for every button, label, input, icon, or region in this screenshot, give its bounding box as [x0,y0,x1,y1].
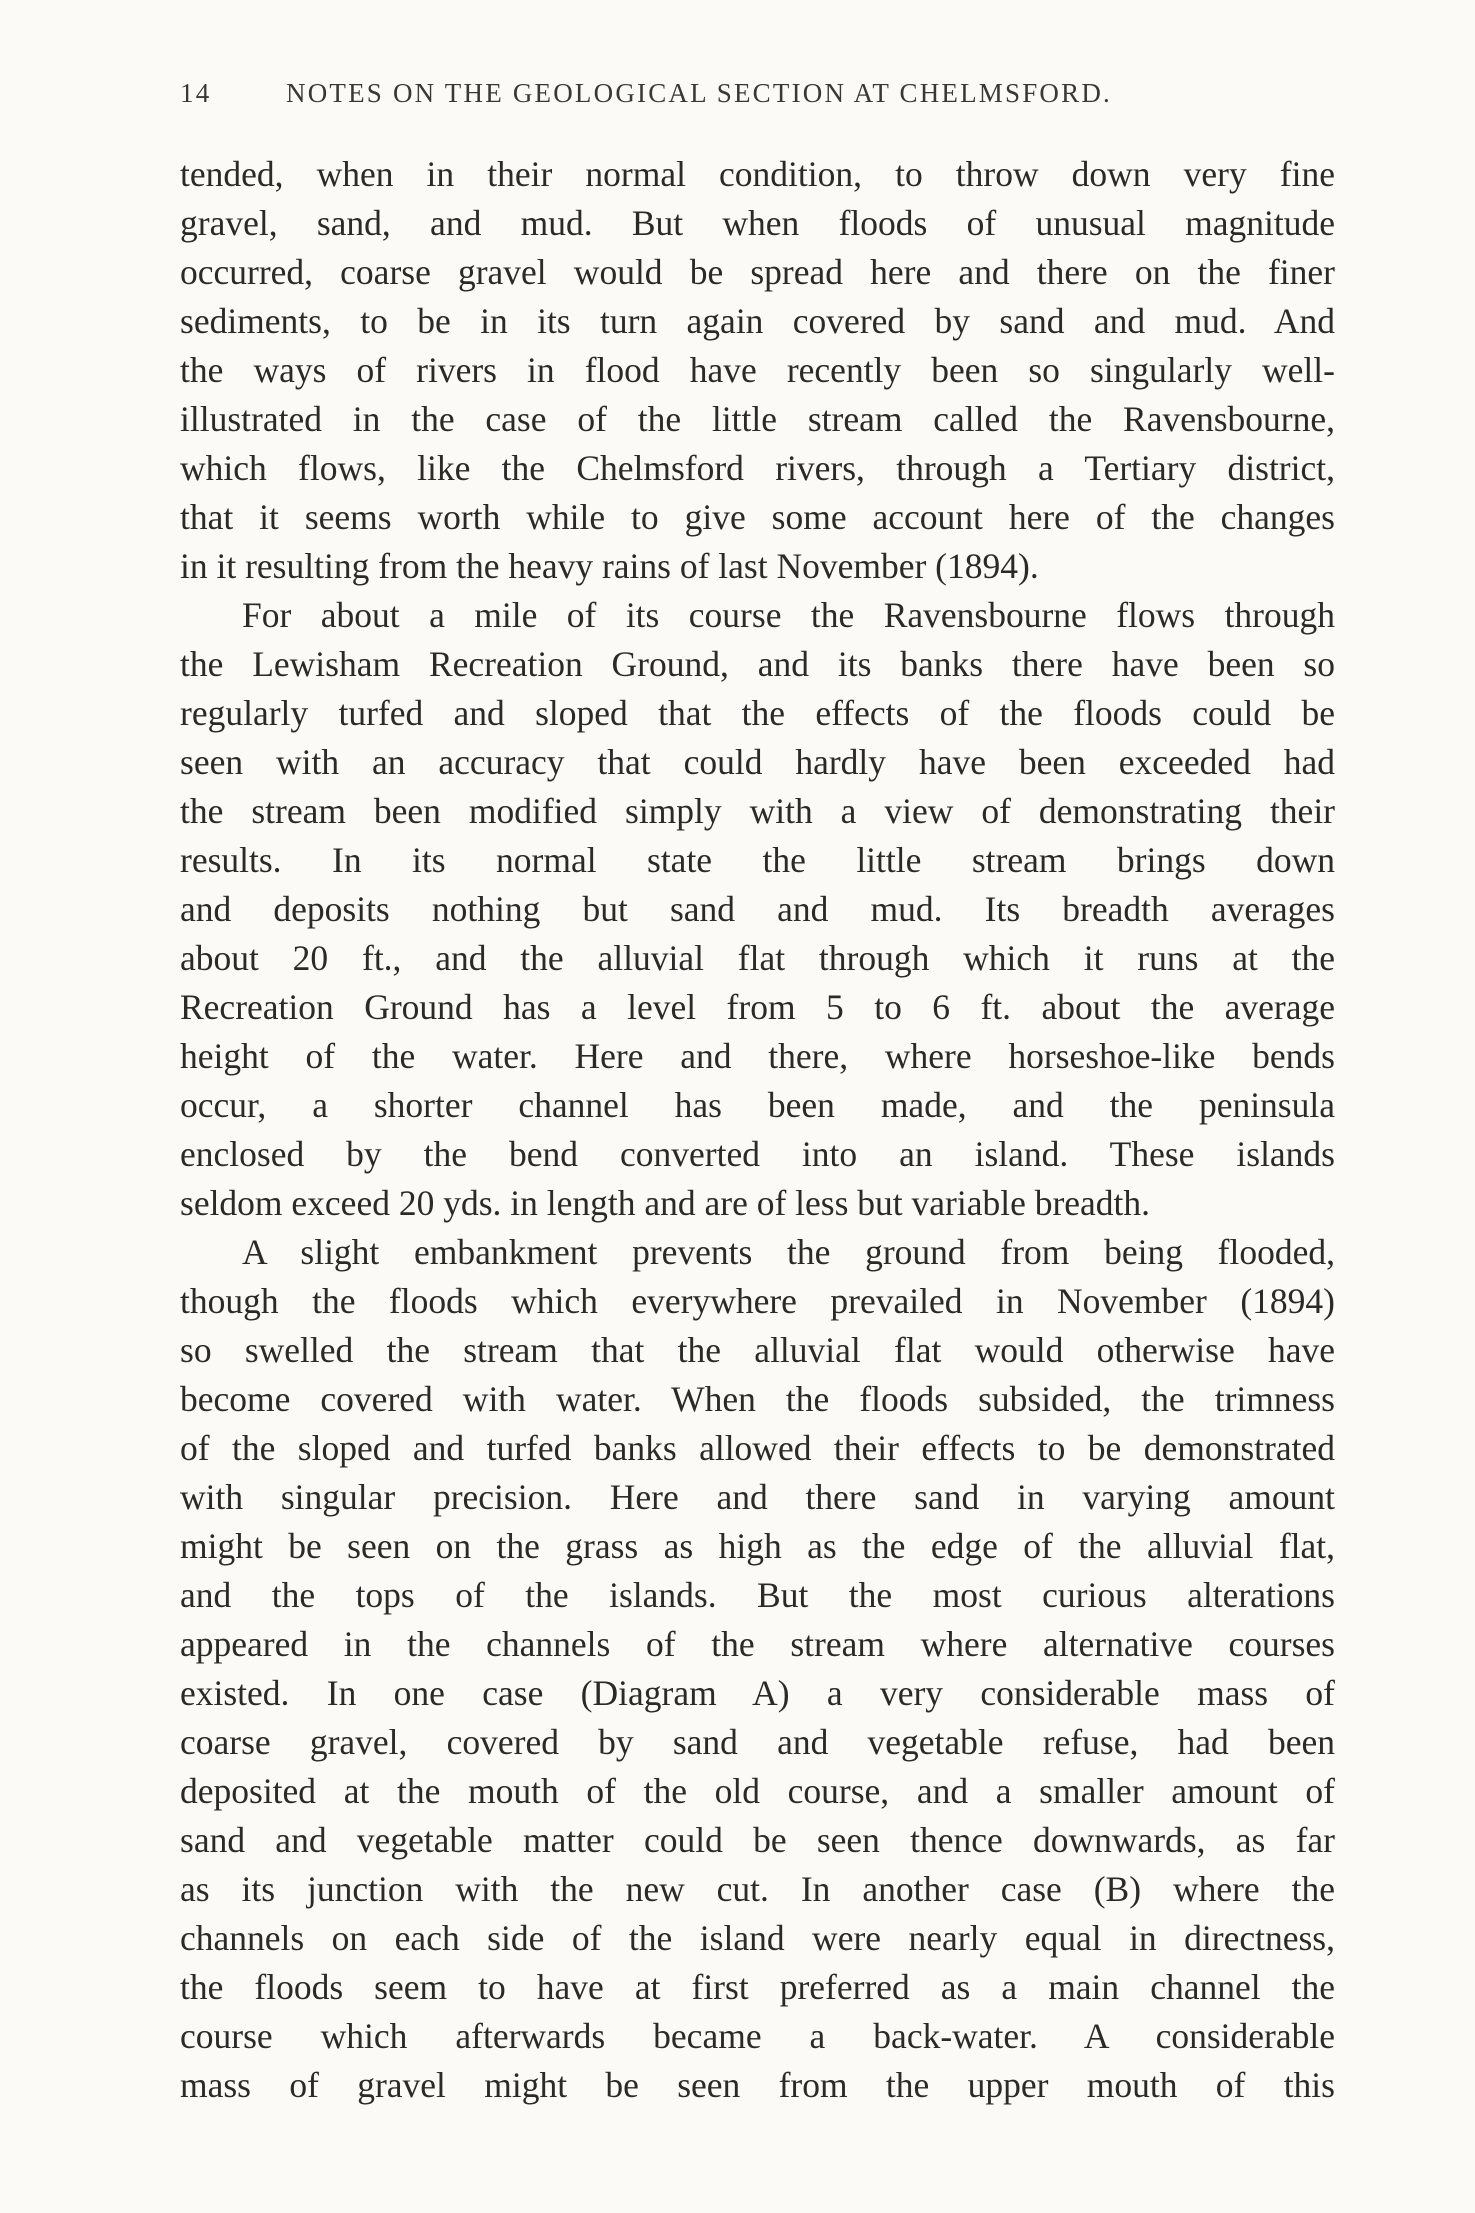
text-line: A slight embankment prevents the ground from being flooded, [242,1232,1335,1272]
text-line: which flows, like the Chelmsford rivers, through a Tertiary district, [180,448,1335,488]
text-line: results. In its normal state the little stream brings down [180,840,1335,880]
text-line: height of the water. Here and there, where horseshoe-like bends [180,1036,1335,1076]
text-line: For about a mile of its course the Ravensbourne flows through [242,595,1335,635]
text-line: the floods seem to have at first preferred as a main channel the [180,1967,1335,2007]
text-line: occur, a shorter channel has been made, and the peninsula [180,1085,1335,1125]
text-line: with singular precision. Here and there sand in varying amount [180,1477,1335,1517]
text-line: mass of gravel might be seen from the upper mouth of this [180,2065,1335,2105]
running-head [180,70,1335,120]
text-line: illustrated in the case of the little stream called the Ravensbourne, [180,399,1335,439]
text-line: might be seen on the grass as high as the edge of the alluvial flat, [180,1526,1335,1566]
text-line: appeared in the channels of the stream where alternative courses [180,1624,1335,1664]
text-line: gravel, sand, and mud. But when floods of unusual magnitude [180,203,1335,243]
body-text [180,150,1335,2110]
text-line: course which afterwards became a back-water. A considerable [180,2016,1335,2056]
text-line: seen with an accuracy that could hardly have been exceeded had [180,742,1335,782]
text-line: become covered with water. When the floods subsided, the trimness [180,1379,1335,1419]
text-line: and deposits nothing but sand and mud. Its breadth averages [180,889,1335,929]
page-number: 14 [180,78,212,108]
text-line: though the floods which everywhere prevailed in November (1894) [180,1281,1335,1321]
text-line: deposited at the mouth of the old course, and a smaller amount of [180,1771,1335,1811]
text-line: the Lewisham Recreation Ground, and its banks there have been so [180,644,1335,684]
text-line: sediments, to be in its turn again covered by sand and mud. And [180,301,1335,341]
text-line: regularly turfed and sloped that the effects of the floods could be [180,693,1335,733]
running-head-title: NOTES ON THE GEOLOGICAL SECTION AT CHELMSFORD. [286,78,1112,108]
text-line: seldom exceed 20 yds. in length and are of less but variable breadth. [180,1183,1151,1223]
text-line: channels on each side of the island were nearly equal in directness, [180,1918,1335,1958]
text-line: and the tops of the islands. But the most curious alterations [180,1575,1335,1615]
text-line: sand and vegetable matter could be seen thence downwards, as far [180,1820,1335,1860]
text-line: existed. In one case (Diagram A) a very considerable mass of [180,1673,1335,1713]
text-line: of the sloped and turfed banks allowed their effects to be demonstrated [180,1428,1335,1468]
text-line: that it seems worth while to give some account here of the changes [180,497,1335,537]
text-line: the ways of rivers in flood have recently been so singularly well- [180,350,1335,390]
text-line: so swelled the stream that the alluvial flat would otherwise have [180,1330,1335,1370]
text-line: the stream been modified simply with a view of demonstrating their [180,791,1335,831]
text-line: coarse gravel, covered by sand and vegetable refuse, had been [180,1722,1335,1762]
text-line: in it resulting from the heavy rains of last November (1894). [180,546,1039,586]
text-line: about 20 ft., and the alluvial flat through which it runs at the [180,938,1335,978]
text-line: Recreation Ground has a level from 5 to 6 ft. about the average [180,987,1335,1027]
text-line: tended, when in their normal condition, to throw down very fine [180,154,1335,194]
text-line: occurred, coarse gravel would be spread here and there on the finer [180,252,1335,292]
text-line: enclosed by the bend converted into an island. These islands [180,1134,1335,1174]
text-line: as its junction with the new cut. In another case (B) where the [180,1869,1335,1909]
